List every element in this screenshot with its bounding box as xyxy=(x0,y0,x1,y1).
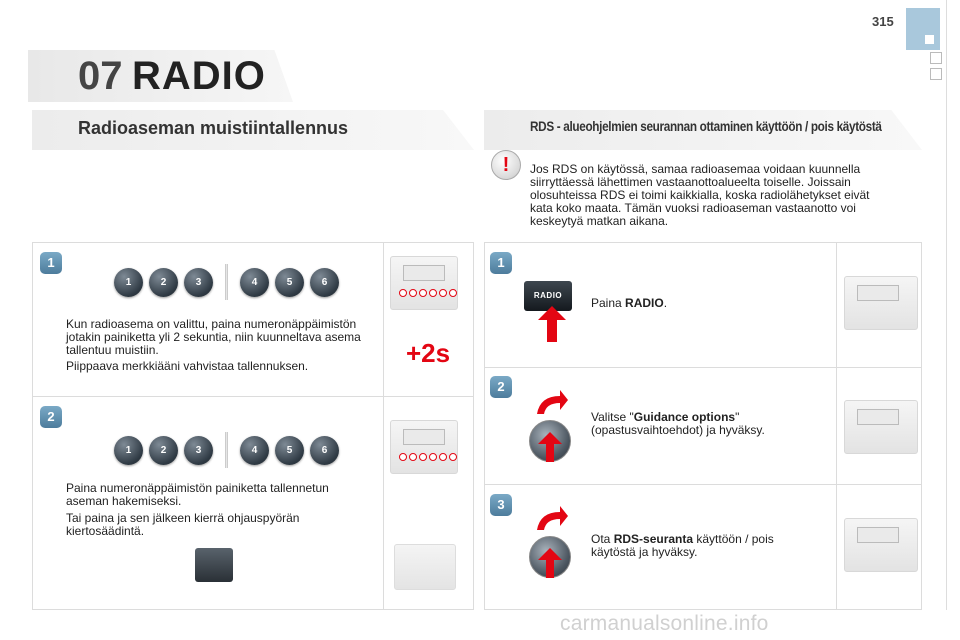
preset-button[interactable]: 6 xyxy=(310,268,339,297)
preset-button[interactable]: 2 xyxy=(149,436,178,465)
right-section-title: RDS - alueohjelmien seurannan ottaminen käyttöön / pois käytöstä xyxy=(530,118,882,134)
rotate-arrow-icon xyxy=(534,506,568,532)
preset-divider xyxy=(225,264,228,300)
press-arrow-icon xyxy=(538,306,566,342)
preset-button[interactable]: 5 xyxy=(275,436,304,465)
right-step-divider xyxy=(484,367,922,368)
step-text: Paina RADIO. xyxy=(591,296,668,310)
preset-button[interactable]: 1 xyxy=(114,268,143,297)
right-panel-divider xyxy=(836,242,837,610)
step-badge: 1 xyxy=(40,252,62,274)
radio-unit-illustration xyxy=(390,256,458,310)
warning-icon: ! xyxy=(491,150,521,180)
preset-buttons xyxy=(114,268,339,300)
chapter-number: 07 xyxy=(78,54,123,98)
radio-unit-illustration xyxy=(390,420,458,474)
step-badge: 3 xyxy=(490,494,512,516)
step-badge: 2 xyxy=(490,376,512,398)
press-arrow-icon xyxy=(538,432,562,462)
hold-two-seconds-icon: +2s xyxy=(406,338,451,368)
preset-button[interactable]: 1 xyxy=(114,436,143,465)
preset-buttons xyxy=(114,436,339,468)
radio-unit-illustration xyxy=(844,400,918,454)
step-text: Piippaava merkkiääni vahvistaa tallennuksen. xyxy=(66,359,309,373)
left-step-divider xyxy=(32,396,474,397)
preset-button[interactable]: 4 xyxy=(240,268,269,297)
page-number: 315 xyxy=(872,14,894,29)
preset-button[interactable]: 4 xyxy=(240,436,269,465)
footer-watermark: carmanualsonline.info xyxy=(560,612,769,635)
step-text: Valitse "Guidance options" (opastusvaihtoehdot) ja hyväksy. xyxy=(591,410,765,437)
step-text: Kun radioasema on valittu, paina numeronäppäimistön jotakin painiketta yli 2 sekuntia, niin kuunneltava asema tallentuu muistiin. xyxy=(66,317,361,357)
preset-button[interactable]: 6 xyxy=(310,436,339,465)
left-section-title: Radioaseman muistiintallennus xyxy=(78,118,349,138)
preset-button[interactable]: 3 xyxy=(184,436,213,465)
preset-button[interactable]: 3 xyxy=(184,268,213,297)
step-text: Ota RDS-seuranta käyttöön / pois käytöstä ja hyväksy. xyxy=(591,532,774,559)
step-text: Paina numeronäppäimistön painiketta tallennetun aseman hakemiseksi. xyxy=(66,481,329,508)
steering-wheel-control-icon xyxy=(195,548,233,582)
warning-text: Jos RDS on käytössä, samaa radioasemaa voidaan kuunnella siirryttäessä lähettimen vastaanottoalueelta toiselle. Joissain olosuhteissa RDS ei toimi kaikkialla, koska radiolähetykset eivät kata koko maata. Tämän vuoksi radioaseman vastaanotto voi keskeytyä matkan aikana. xyxy=(530,162,870,228)
page-edge-rule xyxy=(946,0,947,610)
radio-key-button[interactable]: RADIO xyxy=(524,281,572,311)
corner-square-icon xyxy=(930,68,942,80)
rotate-arrow-icon xyxy=(534,390,568,416)
step-badge: 2 xyxy=(40,406,62,428)
right-step-divider xyxy=(484,484,922,485)
left-panel-divider xyxy=(383,242,384,610)
steering-stalk-illustration xyxy=(394,544,456,590)
radio-unit-illustration xyxy=(844,276,918,330)
preset-button[interactable]: 5 xyxy=(275,268,304,297)
step-text: Tai paina ja sen jälkeen kierrä ohjauspyörän kiertosäädintä. xyxy=(66,511,300,538)
preset-button[interactable]: 2 xyxy=(149,268,178,297)
chapter-title: RADIO xyxy=(132,54,266,98)
corner-square-icon xyxy=(930,52,942,64)
step-badge: 1 xyxy=(490,252,512,274)
preset-divider xyxy=(225,432,228,468)
press-arrow-icon xyxy=(538,548,562,578)
radio-unit-illustration xyxy=(844,518,918,572)
page-corner-tab xyxy=(906,8,940,50)
